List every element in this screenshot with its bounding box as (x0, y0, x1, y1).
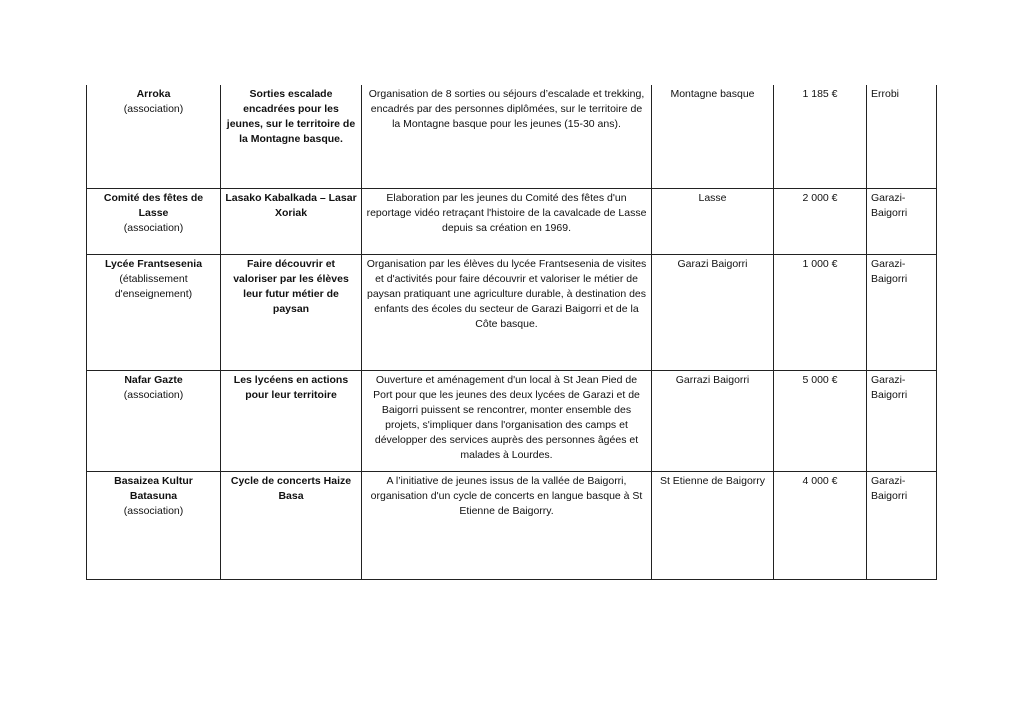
table-row (87, 188, 937, 254)
organization-type: (association) (123, 103, 184, 115)
grants-table (86, 85, 937, 580)
table-row (87, 471, 937, 579)
table-row (87, 254, 937, 370)
territory: Garrazi Baigorri (652, 370, 774, 471)
organization-cell (87, 370, 221, 471)
amount: 4 000 € (774, 471, 867, 579)
organization-type: (association) (123, 221, 184, 234)
area: Garazi-Baigorri (867, 254, 937, 370)
territory: St Etienne de Baigorry (652, 471, 774, 579)
organization-cell (87, 254, 221, 370)
project-title: Cycle de concerts Haize Basa (221, 471, 362, 579)
organization-name: Comité des fêtes de Lasse (103, 191, 204, 219)
area: Errobi (867, 85, 937, 188)
area: Garazi-Baigorri (867, 188, 937, 254)
organization-name: Nafar Gazte (124, 373, 183, 386)
table-row (87, 370, 937, 471)
project-description: Organisation de 8 sorties ou séjours d’escalade et trekking, encadrés par des personnes diplômées, sur le territoire de la Montagne basque pour les jeunes (15-30 ans). (362, 85, 652, 188)
project-title: Sorties escalade encadrées pour les jeunes, sur le territoire de la Montagne basque. (221, 85, 362, 188)
organization-type: (association) (123, 388, 184, 401)
organization-name: Lycée Frantsesenia (104, 257, 203, 270)
amount: 5 000 € (774, 370, 867, 471)
amount: 2 000 € (774, 188, 867, 254)
territory: Lasse (652, 188, 774, 254)
project-title: Faire découvrir et valoriser par les élèves leur futur métier de paysan (221, 254, 362, 370)
organization-cell (87, 85, 221, 188)
organization-name: Basaizea Kultur Batasuna (114, 474, 193, 502)
project-title: Les lycéens en actions pour leur territoire (221, 370, 362, 471)
organization-cell (87, 188, 221, 254)
project-description: Elaboration par les jeunes du Comité des fêtes d'un reportage vidéo retraçant l'histoire de la cavalcade de Lasse depuis sa création en 1969. (362, 188, 652, 254)
organization-type: (établissement d'enseignement) (114, 272, 193, 300)
territory: Montagne basque (652, 85, 774, 188)
project-description: Ouverture et aménagement d'un local à St Jean Pied de Port pour que les jeunes des deux lycées de Garazi et de Baigorri puissent se rencontrer, monter ensemble des projets, s'impliquer dans l'organisation des camps et développer des services auprès des personnes âgées et malades à Lourdes. (362, 370, 652, 471)
organization-type: (association) (123, 504, 184, 517)
organization-name: Arroka (136, 88, 171, 100)
project-description: A l’initiative de jeunes issus de la vallée de Baigorri, organisation d'un cycle de concerts en langue basque à St Etienne de Baigorry. (362, 471, 652, 579)
amount: 1 185 € (774, 85, 867, 188)
amount: 1 000 € (774, 254, 867, 370)
area: Garazi-Baigorri (867, 370, 937, 471)
table-row (87, 85, 937, 188)
territory: Garazi Baigorri (652, 254, 774, 370)
organization-cell (87, 471, 221, 579)
area: Garazi-Baigorri (867, 471, 937, 579)
project-description: Organisation par les élèves du lycée Frantsesenia de visites et d'activités pour faire découvrir et valoriser le métier de paysan pratiquant une agriculture durable, à destination des enfants des écoles du secteur de Garazi Baigorri et de la Côte basque. (362, 254, 652, 370)
project-title: Lasako Kabalkada – Lasar Xoriak (221, 188, 362, 254)
